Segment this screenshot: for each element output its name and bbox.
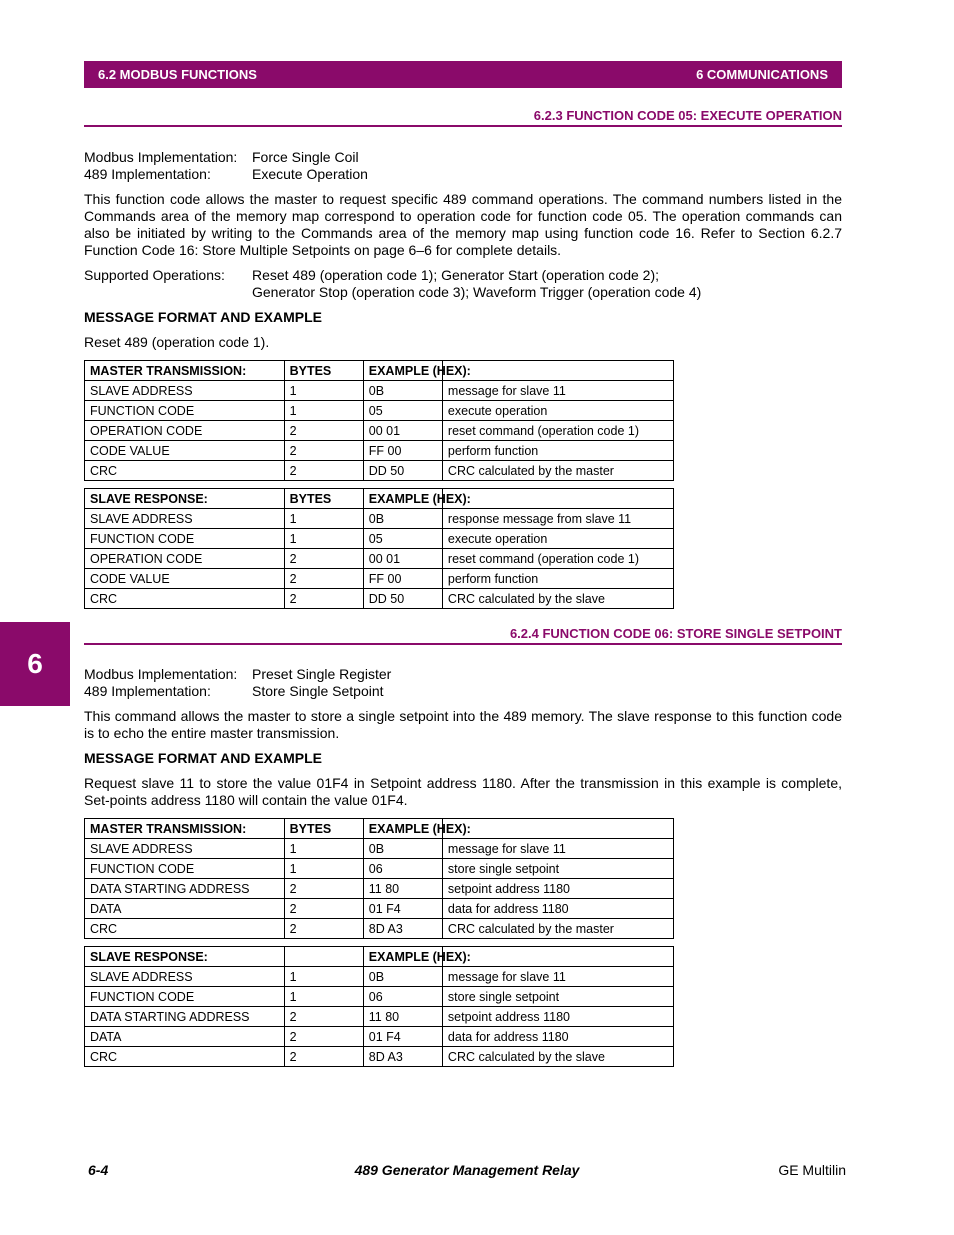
header-cell xyxy=(442,947,673,967)
modbus-value: Force Single Coil xyxy=(252,149,359,165)
table-row xyxy=(85,879,674,899)
table-cell: 1 xyxy=(284,401,363,421)
table-cell: OPERATION CODE xyxy=(85,549,285,569)
header-cell xyxy=(442,489,673,509)
header-cell: EXAMPLE (HEX): xyxy=(363,947,442,967)
table-row xyxy=(85,839,674,859)
document-title: 489 Generator Management Relay xyxy=(354,1162,580,1178)
table-cell: OPERATION CODE xyxy=(85,421,285,441)
table-cell: SLAVE ADDRESS xyxy=(85,509,285,529)
supported-line-2: Generator Stop (operation code 3); Waveform Trigger (operation code 4) xyxy=(252,284,702,300)
header-cell: EXAMPLE (HEX): xyxy=(363,819,442,839)
supported-operations xyxy=(84,267,842,301)
table-cell: CRC calculated by the master xyxy=(442,461,673,481)
header-cell: MASTER TRANSMISSION: xyxy=(85,819,285,839)
table-cell: 1 xyxy=(284,859,363,879)
section-title-6-2-4: 6.2.4 FUNCTION CODE 06: STORE SINGLE SETPOINT xyxy=(84,626,842,645)
table-cell: 2 xyxy=(284,461,363,481)
table-cell: message for slave 11 xyxy=(442,381,673,401)
header-cell: SLAVE RESPONSE: xyxy=(85,947,285,967)
table-cell: 2 xyxy=(284,549,363,569)
header-cell xyxy=(442,361,673,381)
table-header-row xyxy=(85,947,674,967)
header-cell xyxy=(442,819,673,839)
header-cell: EXAMPLE (HEX): xyxy=(363,489,442,509)
table-header-row xyxy=(85,489,674,509)
table-cell: 0B xyxy=(363,967,442,987)
table-cell: DD 50 xyxy=(363,589,442,609)
table-cell: 1 xyxy=(284,529,363,549)
message-format-heading-1: MESSAGE FORMAT AND EXAMPLE xyxy=(84,309,323,325)
header-cell xyxy=(284,947,363,967)
table-cell: 01 F4 xyxy=(363,899,442,919)
table-row xyxy=(85,461,674,481)
table-cell: CRC xyxy=(85,589,285,609)
table-cell: 1 xyxy=(284,967,363,987)
table-cell: CRC xyxy=(85,919,285,939)
table-cell: reset command (operation code 1) xyxy=(442,549,673,569)
table-cell: 05 xyxy=(363,529,442,549)
table-cell: store single setpoint xyxy=(442,987,673,1007)
implementation-block-1 xyxy=(84,149,842,183)
table-row xyxy=(85,381,674,401)
table-cell: 2 xyxy=(284,879,363,899)
table-cell: CODE VALUE xyxy=(85,441,285,461)
table-row xyxy=(85,899,674,919)
table-cell: 1 xyxy=(284,381,363,401)
table-cell: CRC xyxy=(85,1047,285,1067)
table-row xyxy=(85,859,674,879)
header-cell: EXAMPLE (HEX): xyxy=(363,361,442,381)
supported-line-1: Reset 489 (operation code 1); Generator Start (operation code 2); xyxy=(252,267,660,283)
header-cell: BYTES xyxy=(284,819,363,839)
table-cell: reset command (operation code 1) xyxy=(442,421,673,441)
table-cell: 06 xyxy=(363,987,442,1007)
table-cell: execute operation xyxy=(442,529,673,549)
table-cell: 8D A3 xyxy=(363,1047,442,1067)
table-cell: 2 xyxy=(284,589,363,609)
table-cell: store single setpoint xyxy=(442,859,673,879)
header-cell: BYTES xyxy=(284,361,363,381)
table-row xyxy=(85,569,674,589)
table-row xyxy=(85,549,674,569)
table-row xyxy=(85,589,674,609)
table-cell: 11 80 xyxy=(363,879,442,899)
slave-response-table-2 xyxy=(84,946,674,1067)
table-cell: 01 F4 xyxy=(363,1027,442,1047)
slave-response-table-1 xyxy=(84,488,674,609)
table-header-row xyxy=(85,819,674,839)
example-intro-1: Reset 489 (operation code 1). xyxy=(84,334,270,350)
header-cell: BYTES xyxy=(284,489,363,509)
running-header xyxy=(84,61,842,88)
table-cell: 1 xyxy=(284,509,363,529)
table-cell: 2 xyxy=(284,1027,363,1047)
table-cell: FF 00 xyxy=(363,441,442,461)
table-cell: DATA STARTING ADDRESS xyxy=(85,1007,285,1027)
table-cell: message for slave 11 xyxy=(442,839,673,859)
page-number: 6-4 xyxy=(88,1162,109,1178)
table-row xyxy=(85,509,674,529)
table-cell: 8D A3 xyxy=(363,919,442,939)
company-name: GE Multilin xyxy=(778,1162,846,1178)
table-row xyxy=(85,987,674,1007)
section-title-6-2-3: 6.2.3 FUNCTION CODE 05: EXECUTE OPERATION xyxy=(84,108,842,127)
table-row xyxy=(85,1007,674,1027)
chapter-tab: 6 xyxy=(0,622,70,706)
table-cell: DD 50 xyxy=(363,461,442,481)
impl-label: 489 Implementation: xyxy=(84,166,211,182)
impl-value: Store Single Setpoint xyxy=(252,683,384,699)
table-cell: FUNCTION CODE xyxy=(85,529,285,549)
table-cell: data for address 1180 xyxy=(442,1027,673,1047)
table-cell: 00 01 xyxy=(363,421,442,441)
table-row xyxy=(85,401,674,421)
table-row xyxy=(85,967,674,987)
supported-label: Supported Operations: xyxy=(84,267,225,283)
message-format-heading-2: MESSAGE FORMAT AND EXAMPLE xyxy=(84,750,323,766)
table-cell: 11 80 xyxy=(363,1007,442,1027)
table-cell: DATA xyxy=(85,1027,285,1047)
table-cell: 2 xyxy=(284,899,363,919)
table-cell: response message from slave 11 xyxy=(442,509,673,529)
table-cell: CRC calculated by the slave xyxy=(442,1047,673,1067)
table-cell: SLAVE ADDRESS xyxy=(85,839,285,859)
table-cell: 00 01 xyxy=(363,549,442,569)
table-cell: perform function xyxy=(442,569,673,589)
table-cell: SLAVE ADDRESS xyxy=(85,967,285,987)
table-cell: 2 xyxy=(284,919,363,939)
table-cell: 1 xyxy=(284,839,363,859)
header-chapter: 6 COMMUNICATIONS xyxy=(696,67,828,82)
table-cell: FUNCTION CODE xyxy=(85,401,285,421)
table-cell: SLAVE ADDRESS xyxy=(85,381,285,401)
table-cell: 2 xyxy=(284,1007,363,1027)
table-cell: FF 00 xyxy=(363,569,442,589)
table-cell: execute operation xyxy=(442,401,673,421)
header-section: 6.2 MODBUS FUNCTIONS xyxy=(98,67,257,82)
modbus-label: Modbus Implementation: xyxy=(84,666,238,682)
table-cell: CRC calculated by the master xyxy=(442,919,673,939)
table-cell: perform function xyxy=(442,441,673,461)
master-transmission-table-1 xyxy=(84,360,674,481)
table-cell: 0B xyxy=(363,509,442,529)
table-row xyxy=(85,421,674,441)
table-cell: 2 xyxy=(284,1047,363,1067)
table-cell: 2 xyxy=(284,569,363,589)
table-cell: DATA STARTING ADDRESS xyxy=(85,879,285,899)
table-cell: DATA xyxy=(85,899,285,919)
header-cell: MASTER TRANSMISSION: xyxy=(85,361,285,381)
table-row xyxy=(85,919,674,939)
example-intro-2: Request slave 11 to store the value 01F4 in Setpoint address 1180. After the transmission in this example is complete, Set-points address 1180 will contain the value 01F4. xyxy=(84,775,842,808)
table-cell: 2 xyxy=(284,421,363,441)
impl-label: 489 Implementation: xyxy=(84,683,211,699)
section-paragraph-2: This command allows the master to store a single setpoint into the 489 memory. The slave response to this function code is to echo the entire master transmission. xyxy=(84,708,842,741)
table-cell: 2 xyxy=(284,441,363,461)
table-cell: CODE VALUE xyxy=(85,569,285,589)
impl-value: Execute Operation xyxy=(252,166,368,182)
table-row xyxy=(85,1047,674,1067)
table-cell: setpoint address 1180 xyxy=(442,879,673,899)
header-cell: SLAVE RESPONSE: xyxy=(85,489,285,509)
table-cell: 1 xyxy=(284,987,363,1007)
modbus-label: Modbus Implementation: xyxy=(84,149,238,165)
implementation-block-2 xyxy=(84,666,842,700)
table-cell: CRC calculated by the slave xyxy=(442,589,673,609)
modbus-value: Preset Single Register xyxy=(252,666,392,682)
table-row xyxy=(85,1027,674,1047)
table-cell: 0B xyxy=(363,381,442,401)
table-cell: setpoint address 1180 xyxy=(442,1007,673,1027)
table-cell: 06 xyxy=(363,859,442,879)
table-cell: FUNCTION CODE xyxy=(85,987,285,1007)
table-row xyxy=(85,529,674,549)
table-row xyxy=(85,441,674,461)
table-cell: 0B xyxy=(363,839,442,859)
table-cell: 05 xyxy=(363,401,442,421)
table-header-row xyxy=(85,361,674,381)
table-cell: message for slave 11 xyxy=(442,967,673,987)
section-paragraph-1: This function code allows the master to request specific 489 command operations. The command numbers listed in the Commands area of the memory map correspond to operation code for function code 05. The operation commands can also be initiated by writing to the Commands area of the memory map using function code 16. Refer to Section 6.2.7 Function Code 16: Store Multiple Setpoints on page 6–6 for complete details. xyxy=(84,191,842,258)
table-cell: data for address 1180 xyxy=(442,899,673,919)
table-cell: CRC xyxy=(85,461,285,481)
table-cell: FUNCTION CODE xyxy=(85,859,285,879)
master-transmission-table-2 xyxy=(84,818,674,939)
